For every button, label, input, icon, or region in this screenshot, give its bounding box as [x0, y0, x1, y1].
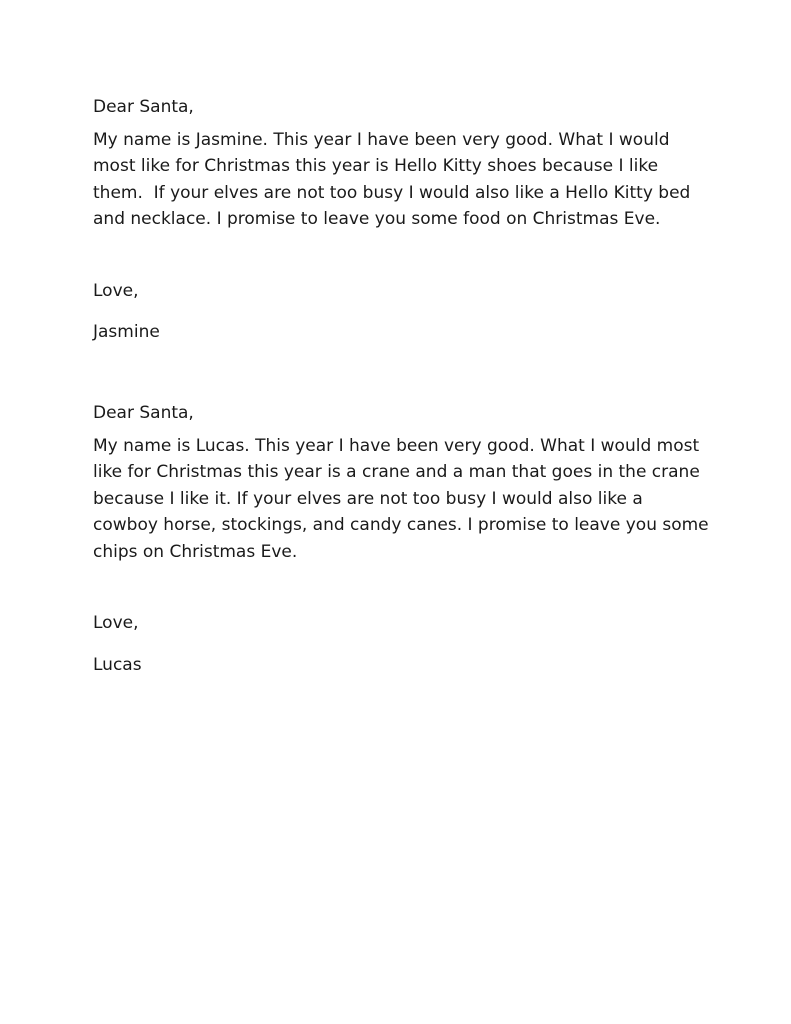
letter-jasmine	[93, 94, 713, 346]
letter-body-line: chips on Christmas Eve.	[93, 541, 298, 562]
letter-body	[93, 433, 713, 566]
letter-signature: Jasmine	[93, 322, 160, 342]
letter-body-line: My name is Jasmine. This year I have been very good. What I would	[93, 129, 670, 150]
letter-salutation: Dear Santa,	[93, 403, 194, 423]
letter-body-line: them. If your elves are not too busy I would also like a Hello Kitty bed	[93, 182, 691, 203]
letter-body-line: because I like it. If your elves are not too busy I would also like a	[93, 488, 643, 509]
letter-body-line: and necklace. I promise to leave you some food on Christmas Eve.	[93, 209, 661, 229]
letter-body-line: My name is Lucas. This year I have been very good. What I would most	[93, 435, 700, 456]
letter-salutation: Dear Santa,	[93, 97, 194, 117]
letter-body-line: cowboy horse, stockings, and candy canes. I promise to leave you some	[93, 515, 709, 535]
letter-closing: Love,	[93, 613, 139, 633]
letter-body	[93, 127, 713, 233]
letter-closing: Love,	[93, 280, 139, 301]
letter-body-line: like for Christmas this year is a crane and a man that goes in the crane	[93, 462, 700, 482]
letter-body-line: most like for Christmas this year is Hello Kitty shoes because I like	[93, 156, 659, 176]
letter-signature: Lucas	[93, 654, 142, 675]
letter-lucas	[93, 400, 713, 678]
